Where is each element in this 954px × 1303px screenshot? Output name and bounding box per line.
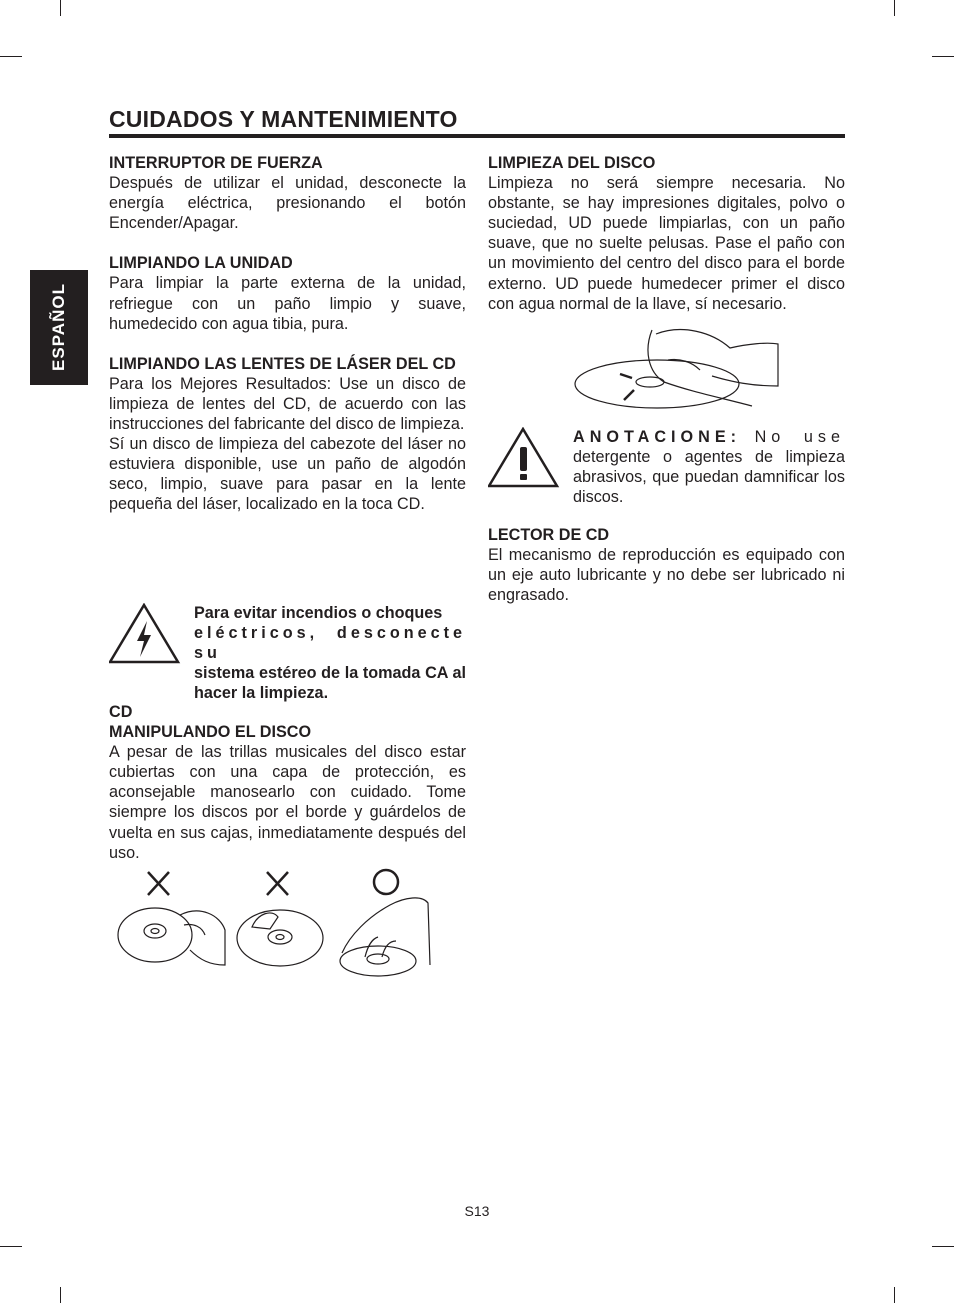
crop-mark xyxy=(0,56,22,57)
section-text-laser-lens-2: Sí un disco de limpieza del cabezote del láser no estuviera disponible, use un paño de algodón seco, limpio, suave para pasar en la lente pequeña del láser, localizado en la toca CD. xyxy=(109,435,466,514)
arrow-icon xyxy=(620,374,632,378)
crop-mark xyxy=(0,1246,22,1247)
wrong-x-icon xyxy=(267,872,288,895)
section-heading-laser-lens: LIMPIANDO LAS LENTES DE LÁSER DEL CD xyxy=(109,354,456,373)
note-warning xyxy=(488,427,845,507)
right-column xyxy=(488,153,845,314)
crop-mark xyxy=(60,0,61,16)
electric-warning xyxy=(109,603,466,703)
section-heading-disc-cleaning: LIMPIEZA DEL DISCO xyxy=(488,154,656,172)
lightning-warning-icon xyxy=(109,603,181,665)
section-heading-handling: MANIPULANDO EL DISCO xyxy=(109,723,312,742)
electric-warning-text: Para evitar incendios o choques eléctricos, desconecte su sistema estéreo de la tomada CA al hacer la limpieza. xyxy=(194,604,466,703)
language-tab xyxy=(30,270,88,385)
left-column xyxy=(109,153,466,515)
crop-mark xyxy=(932,1246,954,1247)
cd-player-section xyxy=(488,525,845,605)
section-heading-lector: LECTOR DE CD xyxy=(488,526,610,544)
page-number: S13 xyxy=(464,1203,490,1219)
crop-mark xyxy=(932,56,954,57)
section-text-cleaning-unit: Para limpiar la parte externa de la unidad, refriegue con un paño limpio y suave, humedecido con agua tibia, pura. xyxy=(109,274,466,333)
section-text-lector: El mecanismo de reproducción es equipado con un eje auto lubricante y no debe ser lubricado ni engrasado. xyxy=(488,546,845,605)
crop-mark xyxy=(894,0,895,16)
section-text-handling: A pesar de las trillas musicales del disco estar cubiertas con una capa de protección, es aconsejable manosearlo con cuidado. Tome siempre los discos por el borde y guárdelos de vuelta en sus cajas, inmediatamente después del uso. xyxy=(109,743,466,862)
page-title: CUIDADOS Y MANTENIMIENTO xyxy=(109,106,458,132)
note-text: ANOTACIONE: No use detergente o agentes de limpieza abrasivos, que puedan damnificar los discos. xyxy=(573,428,845,507)
disc-cleaning-illustration xyxy=(572,320,782,412)
section-text-disc-cleaning: Limpieza no será siempre necesaria. No obstante, se hay impresiones digitales, polvo o suciedad, UD puede limpiarlas, con un paño suave, que no suelte pelusas. Pase el paño con un movimiento del centro del disco para el borde externo. UD puede humedecer primer el disco con agua normal de la llave, sí necesario. xyxy=(488,174,845,313)
language-tab-label: ESPAÑOL xyxy=(49,283,68,371)
correct-circle-icon xyxy=(374,870,398,894)
exclamation-warning-icon xyxy=(488,427,560,489)
title-rule xyxy=(109,134,845,138)
note-label: ANOTACIONE: xyxy=(573,428,742,446)
section-heading-cleaning-unit: LIMPIANDO LA UNIDAD xyxy=(109,254,293,273)
section-heading-cd: CD xyxy=(109,703,133,721)
section-text-power: Después de utilizar el unidad, desconecte la energía eléctrica, presionando el botón Encender/Apagar. xyxy=(109,174,466,233)
crop-mark xyxy=(894,1287,895,1303)
wrong-x-icon xyxy=(148,872,169,895)
section-text-laser-lens-1: Para los Mejores Resultados: Use un disco de limpieza de lentes del CD, de acuerdo con las instrucciones del fabricante del disco de limpieza. xyxy=(109,374,466,434)
cd-handling-section xyxy=(109,702,466,863)
crop-mark xyxy=(60,1287,61,1303)
arrow-icon xyxy=(624,390,634,400)
disc-handling-illustration xyxy=(110,865,440,980)
section-heading-power: INTERRUPTOR DE FUERZA xyxy=(109,154,323,172)
